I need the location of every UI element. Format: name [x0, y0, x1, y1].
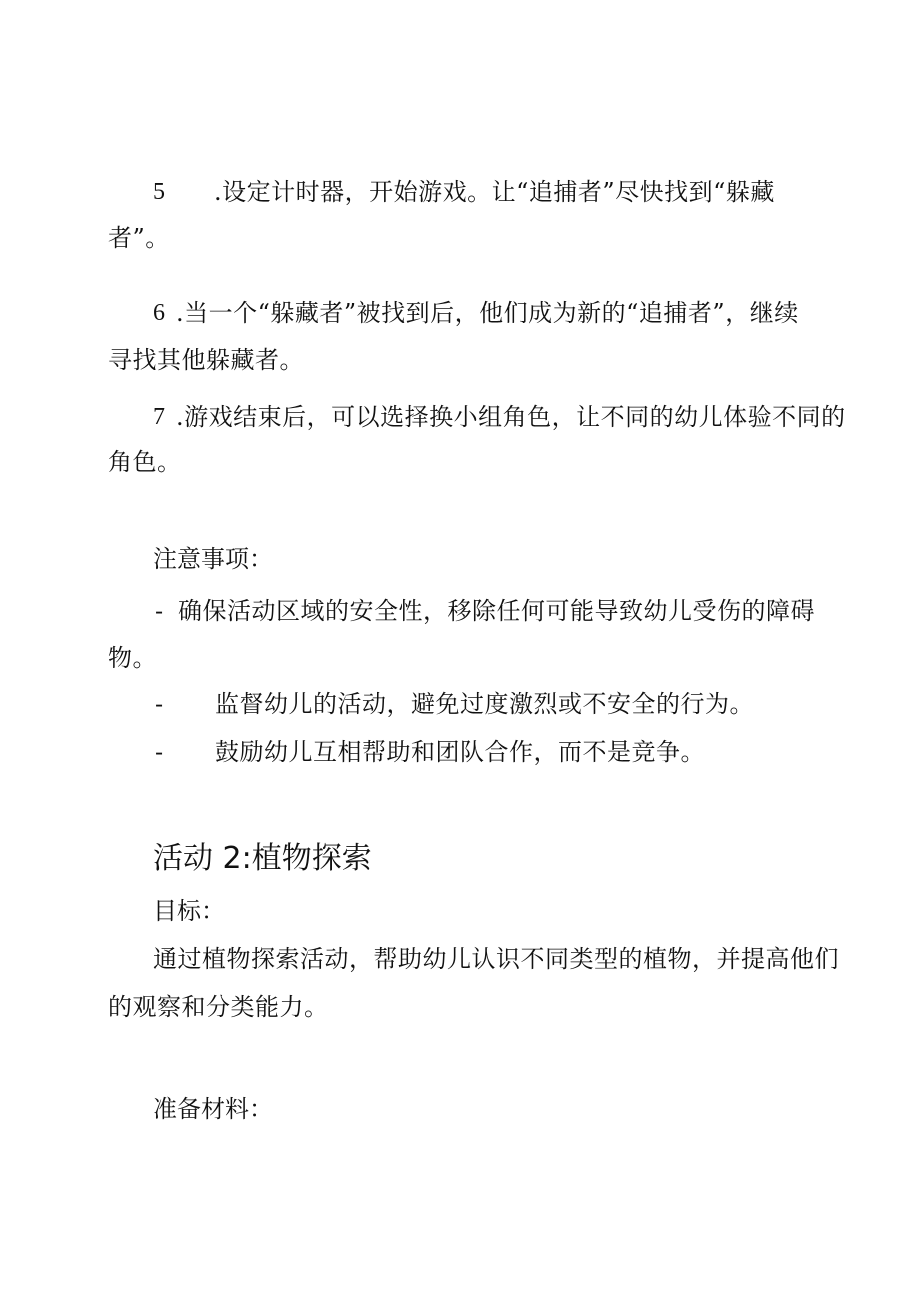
step-number: 7 [153, 404, 165, 430]
bullet-dash: - [155, 738, 164, 766]
bullet-dash: - [155, 690, 164, 718]
goal-text-line: 通过植物探索活动，帮助幼儿认识不同类型的植物，并提高他们 [153, 945, 839, 973]
step-text-line: 者”。 [108, 224, 170, 252]
goal-text-line: 的观察和分类能力。 [108, 993, 329, 1021]
step-text-line: .游戏结束后，可以选择换小组角色，让不同的幼儿体验不同的 [176, 403, 846, 431]
materials-heading: 准备材料： [153, 1095, 273, 1123]
step-text-line: 角色。 [108, 448, 182, 476]
bullet-dash: - [155, 597, 164, 625]
goal-heading: 目标： [153, 897, 225, 925]
step-text-line: .设定计时器，开始游戏。让“追捕者”尽快找到“躲藏 [214, 178, 775, 206]
step-text-line: 寻找其他躲藏者。 [108, 346, 304, 374]
note-text-line: 物。 [108, 644, 157, 672]
step-number: 5 [153, 179, 165, 205]
note-text-line: 鼓励幼儿互相帮助和团队合作，而不是竞争。 [215, 738, 705, 766]
step-text-line: .当一个“躲藏者”被找到后，他们成为新的“追捕者”，继续 [176, 299, 799, 327]
activity-title: 活动 2:植物探索 [153, 841, 372, 876]
notes-heading: 注意事项： [153, 545, 273, 573]
note-text-line: 监督幼儿的活动，避免过度激烈或不安全的行为。 [215, 690, 754, 718]
step-number: 6 [153, 300, 165, 326]
note-text-line: 确保活动区域的安全性，移除任何可能导致幼儿受伤的障碍 [178, 597, 815, 625]
